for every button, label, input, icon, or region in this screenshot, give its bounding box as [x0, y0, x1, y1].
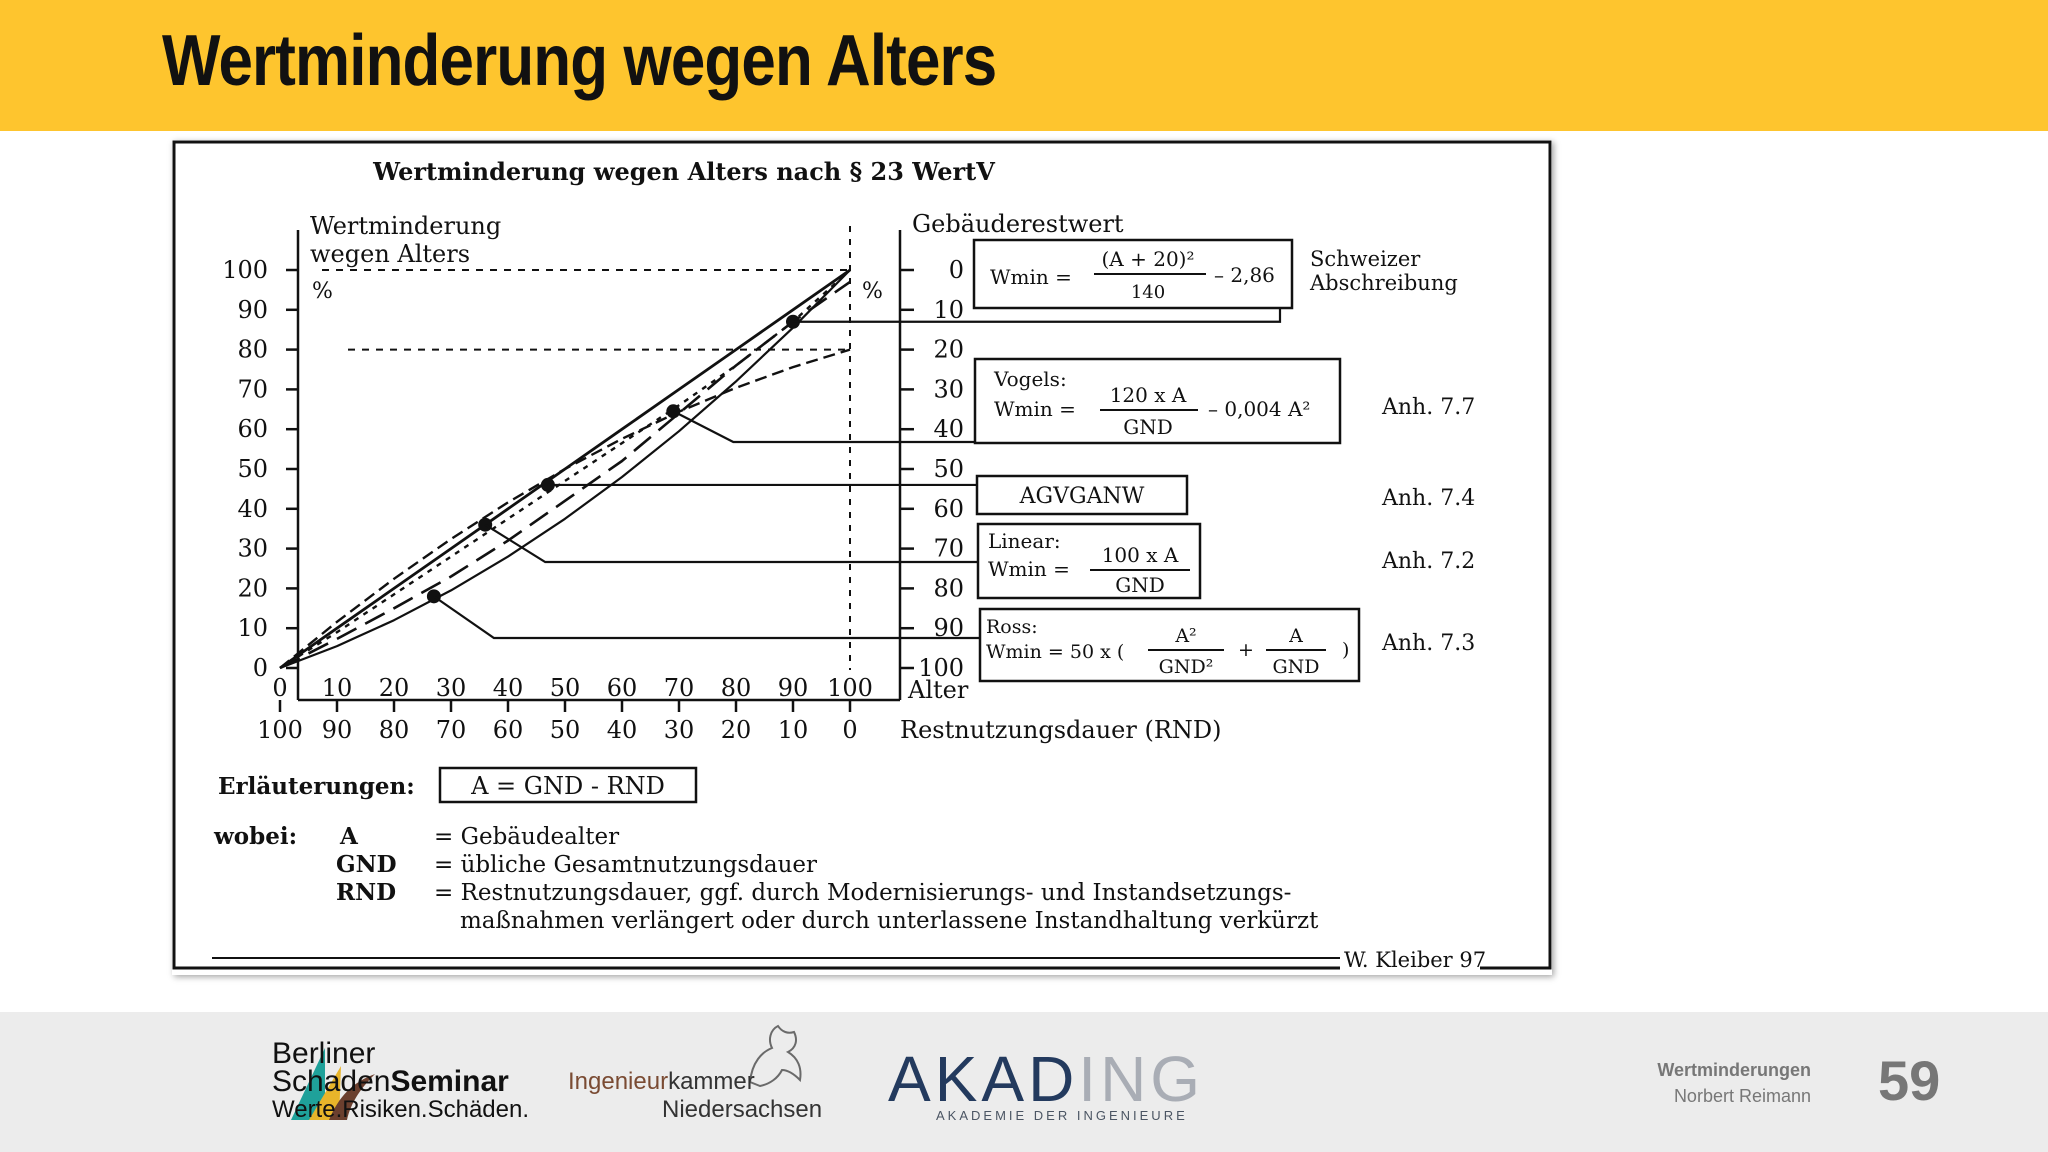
ross-plus: + — [1238, 639, 1254, 661]
left-tick-label: 90 — [237, 295, 268, 324]
schweizer-numerator: (A + 20)² — [1101, 247, 1195, 271]
right-tick-label: 10 — [933, 295, 964, 324]
ross-lhs: Wmin = 50 x ( — [986, 641, 1125, 663]
page-number: 59 — [1878, 1049, 1941, 1112]
wobei-label: wobei: — [214, 823, 298, 850]
rnd-tick-label: 90 — [321, 716, 353, 744]
term-a: A — [340, 823, 358, 850]
right-tick-label: 60 — [933, 494, 964, 523]
def-rnd-line2: maßnahmen verlängert oder durch unterlassene Instandhaltung verkürzt — [460, 908, 1319, 934]
rnd-tick-label: 50 — [549, 716, 581, 744]
rnd-tick-label: 30 — [663, 716, 695, 744]
left-tick-label: 80 — [237, 335, 268, 364]
vogels-lhs: Wmin = — [994, 397, 1076, 421]
alter-tick-label: 10 — [321, 674, 353, 702]
x-axis-label-bottom: Restnutzungsdauer (RND) — [900, 716, 1222, 744]
def-rnd: = Restnutzungsdauer, ggf. durch Modernisierungs- und Instandsetzungs- — [434, 880, 1292, 906]
akading-logo — [888, 1042, 1204, 1116]
chart-title: Wertminderung wegen Alters nach § 23 WertV — [373, 157, 995, 186]
ik-part2: kammer — [668, 1068, 755, 1095]
title-bar — [0, 0, 2048, 131]
def-gnd: = übliche Gesamtnutzungsdauer — [434, 852, 817, 878]
berliner-schadenseminar-logo — [272, 1037, 530, 1124]
right-axis-unit: % — [862, 279, 883, 304]
left-axis-label-line2: wegen Alters — [310, 240, 471, 268]
alter-tick-label: 90 — [777, 674, 809, 702]
series-line-schweizer-abschreibung — [280, 282, 850, 668]
left-tick-label: 60 — [237, 415, 268, 444]
ross-denominator-2: GND — [1272, 656, 1320, 678]
agvganw-ref: Anh. 7.4 — [1382, 486, 1476, 511]
right-tick-label: 50 — [933, 455, 964, 483]
bss-line3: Werte.Risiken.Schäden. — [272, 1096, 530, 1123]
alter-tick-label: 20 — [378, 674, 410, 702]
ross-numerator-2: A — [1289, 625, 1303, 647]
vogels-head: Vogels: — [994, 367, 1067, 391]
vogels-numerator: 120 x A — [1109, 383, 1187, 407]
right-tick-label: 0 — [948, 256, 964, 284]
explanations-box-text: A = GND - RND — [471, 772, 665, 800]
connector-ross — [434, 596, 980, 638]
right-tick-label: 40 — [933, 415, 964, 444]
right-tick-label: 90 — [933, 614, 964, 643]
linear-ref: Anh. 7.2 — [1382, 549, 1476, 574]
akad-main2: ING — [1078, 1043, 1205, 1115]
rnd-tick-label: 10 — [777, 716, 809, 744]
series-line-linear — [280, 270, 850, 668]
schweizer-denominator: 140 — [1130, 282, 1166, 303]
alter-tick-label: 40 — [492, 674, 524, 702]
left-tick-label: 100 — [222, 256, 268, 284]
vogels-tail: – 0,004 A² — [1208, 397, 1311, 421]
term-gnd: GND — [336, 851, 397, 878]
ross-head: Ross: — [986, 616, 1038, 638]
slide-title: Wertminderung wegen Alters — [162, 21, 997, 101]
alter-tick-label: 0 — [272, 674, 288, 702]
linear-numerator: 100 x A — [1101, 543, 1179, 567]
chart-figure — [172, 140, 1552, 975]
left-tick-label: 10 — [237, 614, 268, 643]
schweizer-lhs: Wmin = — [990, 265, 1072, 289]
rnd-tick-label: 40 — [606, 716, 638, 744]
ross-denominator-1: GND² — [1158, 656, 1214, 678]
connector-vogels — [673, 411, 975, 442]
left-tick-label: 0 — [252, 654, 268, 682]
footer-author: Norbert Reimann — [1673, 1086, 1811, 1106]
source-credit: W. Kleiber 97 — [1344, 948, 1487, 972]
right-tick-label: 70 — [933, 534, 964, 563]
connector-schweizer — [793, 308, 1280, 322]
bss-line1: Berliner — [272, 1037, 376, 1070]
connector-linear — [485, 525, 978, 562]
vogels-ref: Anh. 7.7 — [1382, 395, 1476, 420]
right-axis-label: Gebäuderestwert — [912, 210, 1124, 238]
footer-topic: Wertminderungen — [1657, 1060, 1811, 1080]
left-axis-unit: % — [312, 279, 333, 304]
rnd-tick-label: 0 — [842, 716, 858, 744]
vogels-denominator: GND — [1123, 415, 1173, 439]
bss-line2a: Schaden — [272, 1065, 391, 1098]
ik-part1: Ingenieur — [568, 1068, 669, 1095]
right-tick-label: 80 — [933, 574, 964, 603]
left-tick-label: 40 — [237, 494, 268, 523]
marker-linear — [478, 518, 492, 532]
linear-head: Linear: — [988, 529, 1061, 553]
right-tick-label: 30 — [933, 375, 964, 404]
ross-ref: Anh. 7.3 — [1382, 631, 1476, 656]
akad-main1: AKAD — [888, 1043, 1079, 1115]
schweizer-tail: – 2,86 — [1214, 263, 1275, 287]
left-tick-label: 70 — [237, 375, 268, 404]
rnd-tick-label: 20 — [720, 716, 752, 744]
rnd-tick-label: 60 — [492, 716, 524, 744]
ross-numerator-1: A² — [1175, 625, 1197, 647]
left-axis-label-line1: Wertminderung — [310, 212, 502, 240]
rnd-tick-label: 80 — [378, 716, 410, 744]
alter-tick-label: 100 — [827, 674, 873, 702]
alter-tick-label: 50 — [549, 674, 581, 702]
linear-denominator: GND — [1115, 573, 1165, 597]
wertminderung-chart — [172, 140, 1552, 975]
akad-subtitle: AKADEMIE DER INGENIEURE — [936, 1108, 1188, 1123]
rnd-tick-label: 70 — [435, 716, 467, 744]
bss-line2b: Seminar — [390, 1065, 509, 1098]
ross-close: ) — [1342, 639, 1350, 661]
alter-tick-label: 30 — [435, 674, 467, 702]
left-tick-label: 50 — [237, 455, 268, 483]
schweizer-label-line1: Schweizer — [1310, 247, 1421, 271]
left-tick-label: 20 — [237, 574, 268, 603]
def-a: = Gebäudealter — [434, 824, 620, 850]
term-rnd: RND — [336, 879, 397, 906]
x-axis-label-top: Alter — [908, 676, 969, 704]
right-tick-label: 100 — [918, 654, 964, 682]
series-line-vogels — [280, 350, 850, 668]
explanations-heading: Erläuterungen: — [218, 773, 415, 800]
alter-tick-label: 80 — [720, 674, 752, 702]
ik-line2: Niedersachsen — [662, 1096, 823, 1123]
linear-lhs: Wmin = — [988, 557, 1070, 581]
alter-tick-label: 60 — [606, 674, 638, 702]
right-tick-label: 20 — [933, 335, 964, 364]
ingenieurkammer-logo — [568, 1068, 755, 1096]
schweizer-label-line2: Abschreibung — [1310, 271, 1458, 295]
agvganw-text: AGVGANW — [1019, 484, 1145, 509]
rnd-tick-label: 100 — [257, 716, 303, 744]
left-tick-label: 30 — [237, 534, 268, 563]
alter-tick-label: 70 — [663, 674, 695, 702]
